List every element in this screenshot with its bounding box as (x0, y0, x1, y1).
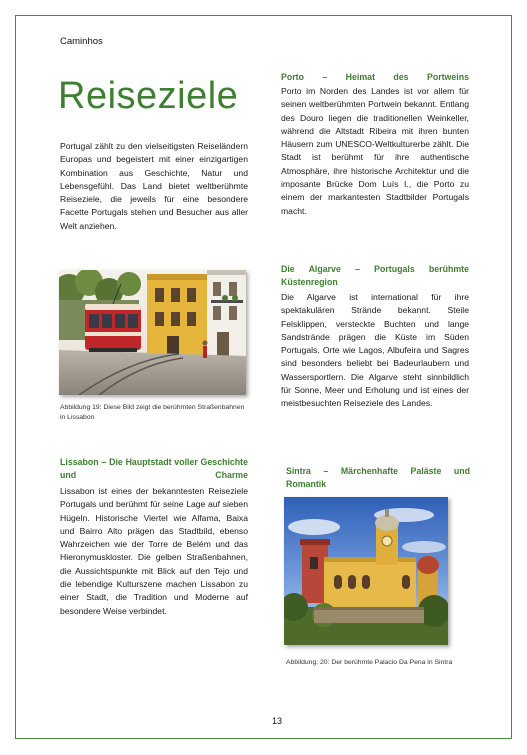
lisbon-tram-image (59, 270, 246, 395)
figure-caption-19: Abbildung 19: Diese Bild zeigt die berühmten Straßenbahnen in Lissabon (60, 404, 245, 421)
figure-lisbon-tram (59, 270, 246, 395)
intro-paragraph: Portugal zählt zu den vielseitigsten Reiseländern Europas und begeistert mit einer einzigartigen Kombination aus Geschichte, Natur und Lebensgefühl. Das Land bietet weltberühmte Reiseziele, die jeweils für eine besondere Facette Portugals stehen und Besucher aus aller Welt anziehen. (60, 141, 248, 231)
figure-pena-palace (284, 497, 448, 645)
figure-caption-20: Abbildung: 20: Der berühmte Palacio Da Pena in Sintra (286, 659, 453, 666)
running-header: Caminhos (60, 36, 103, 47)
section-heading-sintra: Sintra – Märchenhafte Paläste und Romantik (286, 466, 470, 490)
section-body-lisbon: Lissabon ist eines der bekanntesten Reiseziele Portugals und berühmt für seine Lage auf sieben Hügeln. Historische Viertel wie Alfama, Baixa und Bairro Alto prägen das Stadtbild, ebenso Wahrzeichen wie der Torre de Belém und das Hieronymuskloster. Die gelben Straßenbahnen, die Aussichtspunkte mit Blick auf den Tejo und die lebendige Kulturszene machen Lissabon zu einer Stadt, die Tradition und Moderne auf besondere Weise verbindet. (60, 486, 248, 616)
page-number: 13 (272, 716, 283, 726)
section-body-algarve: Die Algarve ist international für ihre spektakulären Strände bekannt. Steile Felsklippen, versteckte Buchten und lange Sandstrände prägen die Küste im Süden Portugals. Orte wie Lagos, Albufeira und Sagres sind besonders beliebt bei Badeurlaubern und Wassersportlern. Die Algarve steht sinnbildlich für Sonne, Meer und Erholung und ist eines der meistbesuchten Reiseziele des Landes. (281, 292, 469, 409)
section-body-porto: Porto im Norden des Landes ist vor allem für seinen weltberühmten Portwein bekannt. Entlang des Douro liegen die traditionellen Weinkeller, während die Altstadt Ribeira mit ihren bunten Häusern zum UNESCO-Weltkulturerbe zählt. Die Stadt ist berühmt für ihre authentische Atmosphäre, ihre historische Architektur und die imposante Brücke Dom Luís I., die Porto zu einem der markantesten Stadtbilder Portugals macht. (281, 86, 469, 216)
pena-palace-image (284, 497, 448, 645)
page-title: Reiseziele (58, 75, 239, 117)
section-heading-lisbon: Lissabon – Die Hauptstadt voller Geschichte und Charme (60, 457, 248, 481)
section-heading-algarve: Die Algarve – Portugals berühmte Küstenregion (281, 264, 469, 288)
section-heading-porto: Porto – Heimat des Portweins (281, 72, 469, 82)
